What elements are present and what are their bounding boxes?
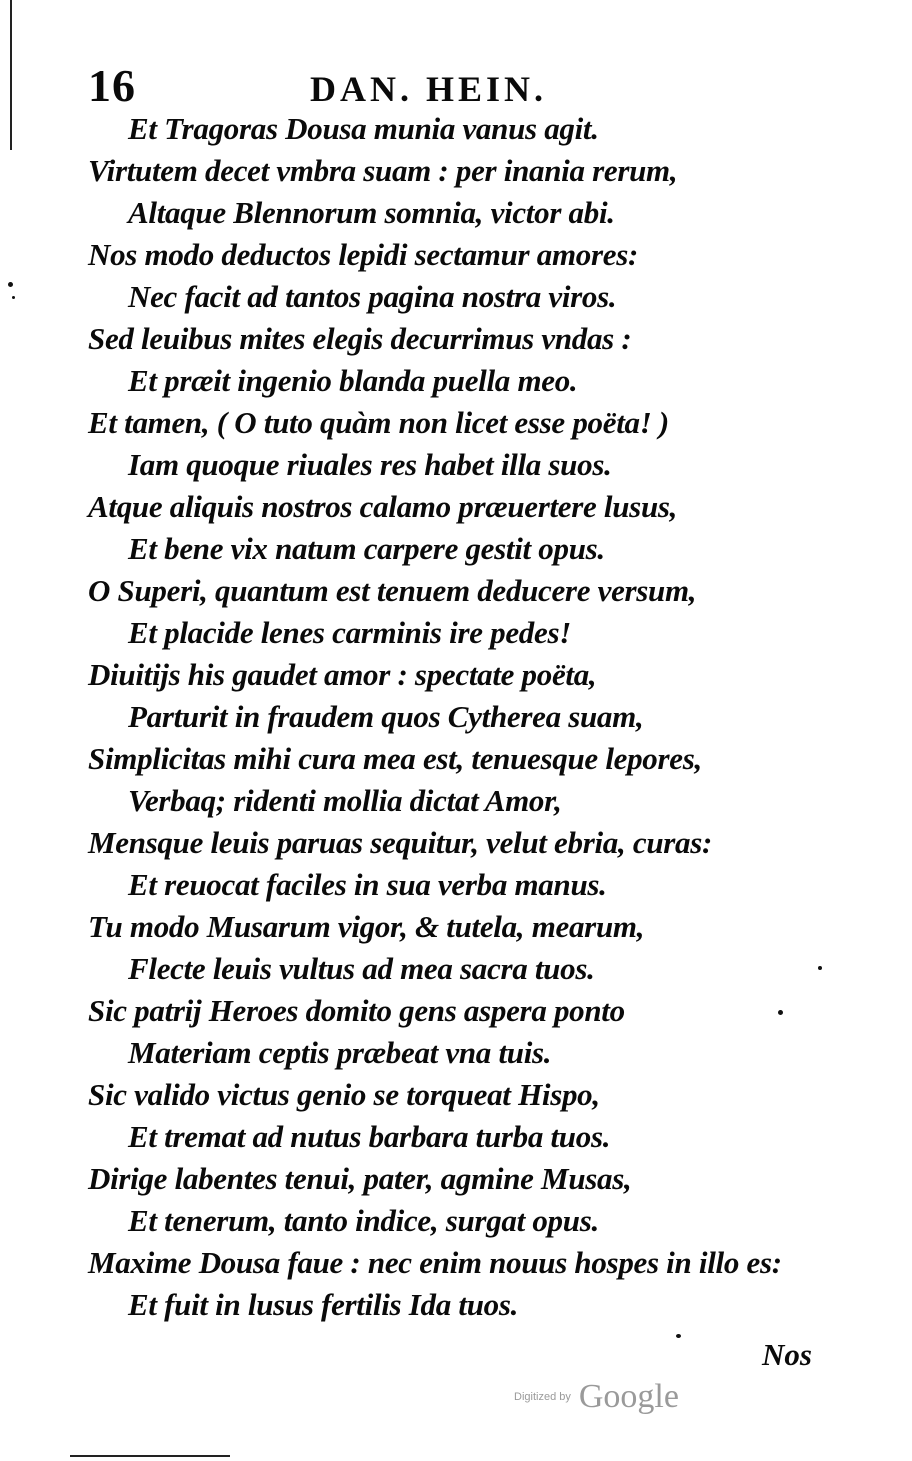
verse-line: Et tenerum, tanto indice, surgat opus. <box>128 1203 599 1238</box>
google-logo: Google <box>578 1378 679 1415</box>
verse-line: Tu modo Musarum vigor, & tutela, mearum, <box>88 909 645 944</box>
verse-line: Et placide lenes carminis ire pedes! <box>128 615 571 650</box>
verse-line: Nec facit ad tantos pagina nostra viros. <box>128 279 617 314</box>
verse-line: Altaque Blennorum somnia, victor abi. <box>128 195 615 230</box>
verse-line: Et præit ingenio blanda puella meo. <box>128 363 578 398</box>
verse-line: Verbaq; ridenti mollia dictat Amor, <box>128 783 562 818</box>
verse-line: Atque aliquis nostros calamo præuertere lusus, <box>88 489 678 524</box>
verse-line: Et bene vix natum carpere gestit opus. <box>128 531 605 566</box>
verse-line: Parturit in fraudem quos Cytherea suam, <box>128 699 644 734</box>
verse-line: Et tamen, ( O tuto quàm non licet esse poëta! ) <box>88 405 669 440</box>
ink-speck <box>778 1010 783 1015</box>
verse-line: Et Tragoras Dousa munia vanus agit. <box>128 111 599 146</box>
poem-body <box>88 108 848 1326</box>
verse-line: Et reuocat faciles in sua verba manus. <box>128 867 607 902</box>
catchword: Nos <box>762 1337 812 1372</box>
verse-line: Sic valido victus genio se torqueat Hispo, <box>88 1077 600 1112</box>
verse-line: Dirige labentes tenui, pater, agmine Musas, <box>88 1161 632 1196</box>
watermark-prefix: Digitized by <box>514 1391 571 1403</box>
page-edge-line <box>10 0 12 150</box>
page-number: 16 <box>88 60 136 111</box>
verse-line: Virtutem decet vmbra suam : per inania rerum, <box>88 153 678 188</box>
bottom-rule <box>70 1455 230 1457</box>
verse-line: O Superi, quantum est tenuem deducere versum, <box>88 573 697 608</box>
verse-line: Iam quoque riuales res habet illa suos. <box>128 447 612 482</box>
verse-line: Maxime Dousa faue : nec enim nouus hospes in illo es: <box>88 1245 782 1280</box>
ink-speck <box>12 296 15 299</box>
verse-line: Sic patrij Heroes domito gens aspera ponto <box>88 993 625 1028</box>
verse-line: Diuitijs his gaudet amor : spectate poëta, <box>88 657 597 692</box>
verse-line: Et tremat ad nutus barbara turba tuos. <box>128 1119 611 1154</box>
ink-speck <box>818 966 822 970</box>
ink-speck <box>676 1334 681 1338</box>
verse-line: Nos modo deductos lepidi sectamur amores: <box>88 237 638 272</box>
verse-line: Sed leuibus mites elegis decurrimus vndas : <box>88 321 632 356</box>
verse-line: Materiam ceptis præbeat vna tuis. <box>128 1035 552 1070</box>
ink-speck <box>8 282 13 287</box>
digitized-by-google-watermark <box>514 1378 679 1418</box>
running-head: DAN. HEIN. <box>310 69 548 109</box>
verse-line: Flecte leuis vultus ad mea sacra tuos. <box>128 951 595 986</box>
verse-line: Mensque leuis paruas sequitur, velut ebria, curas: <box>88 825 713 860</box>
verse-line: Simplicitas mihi cura mea est, tenuesque lepores, <box>88 741 702 776</box>
verse-line: Et fuit in lusus fertilis Ida tuos. <box>128 1287 519 1322</box>
